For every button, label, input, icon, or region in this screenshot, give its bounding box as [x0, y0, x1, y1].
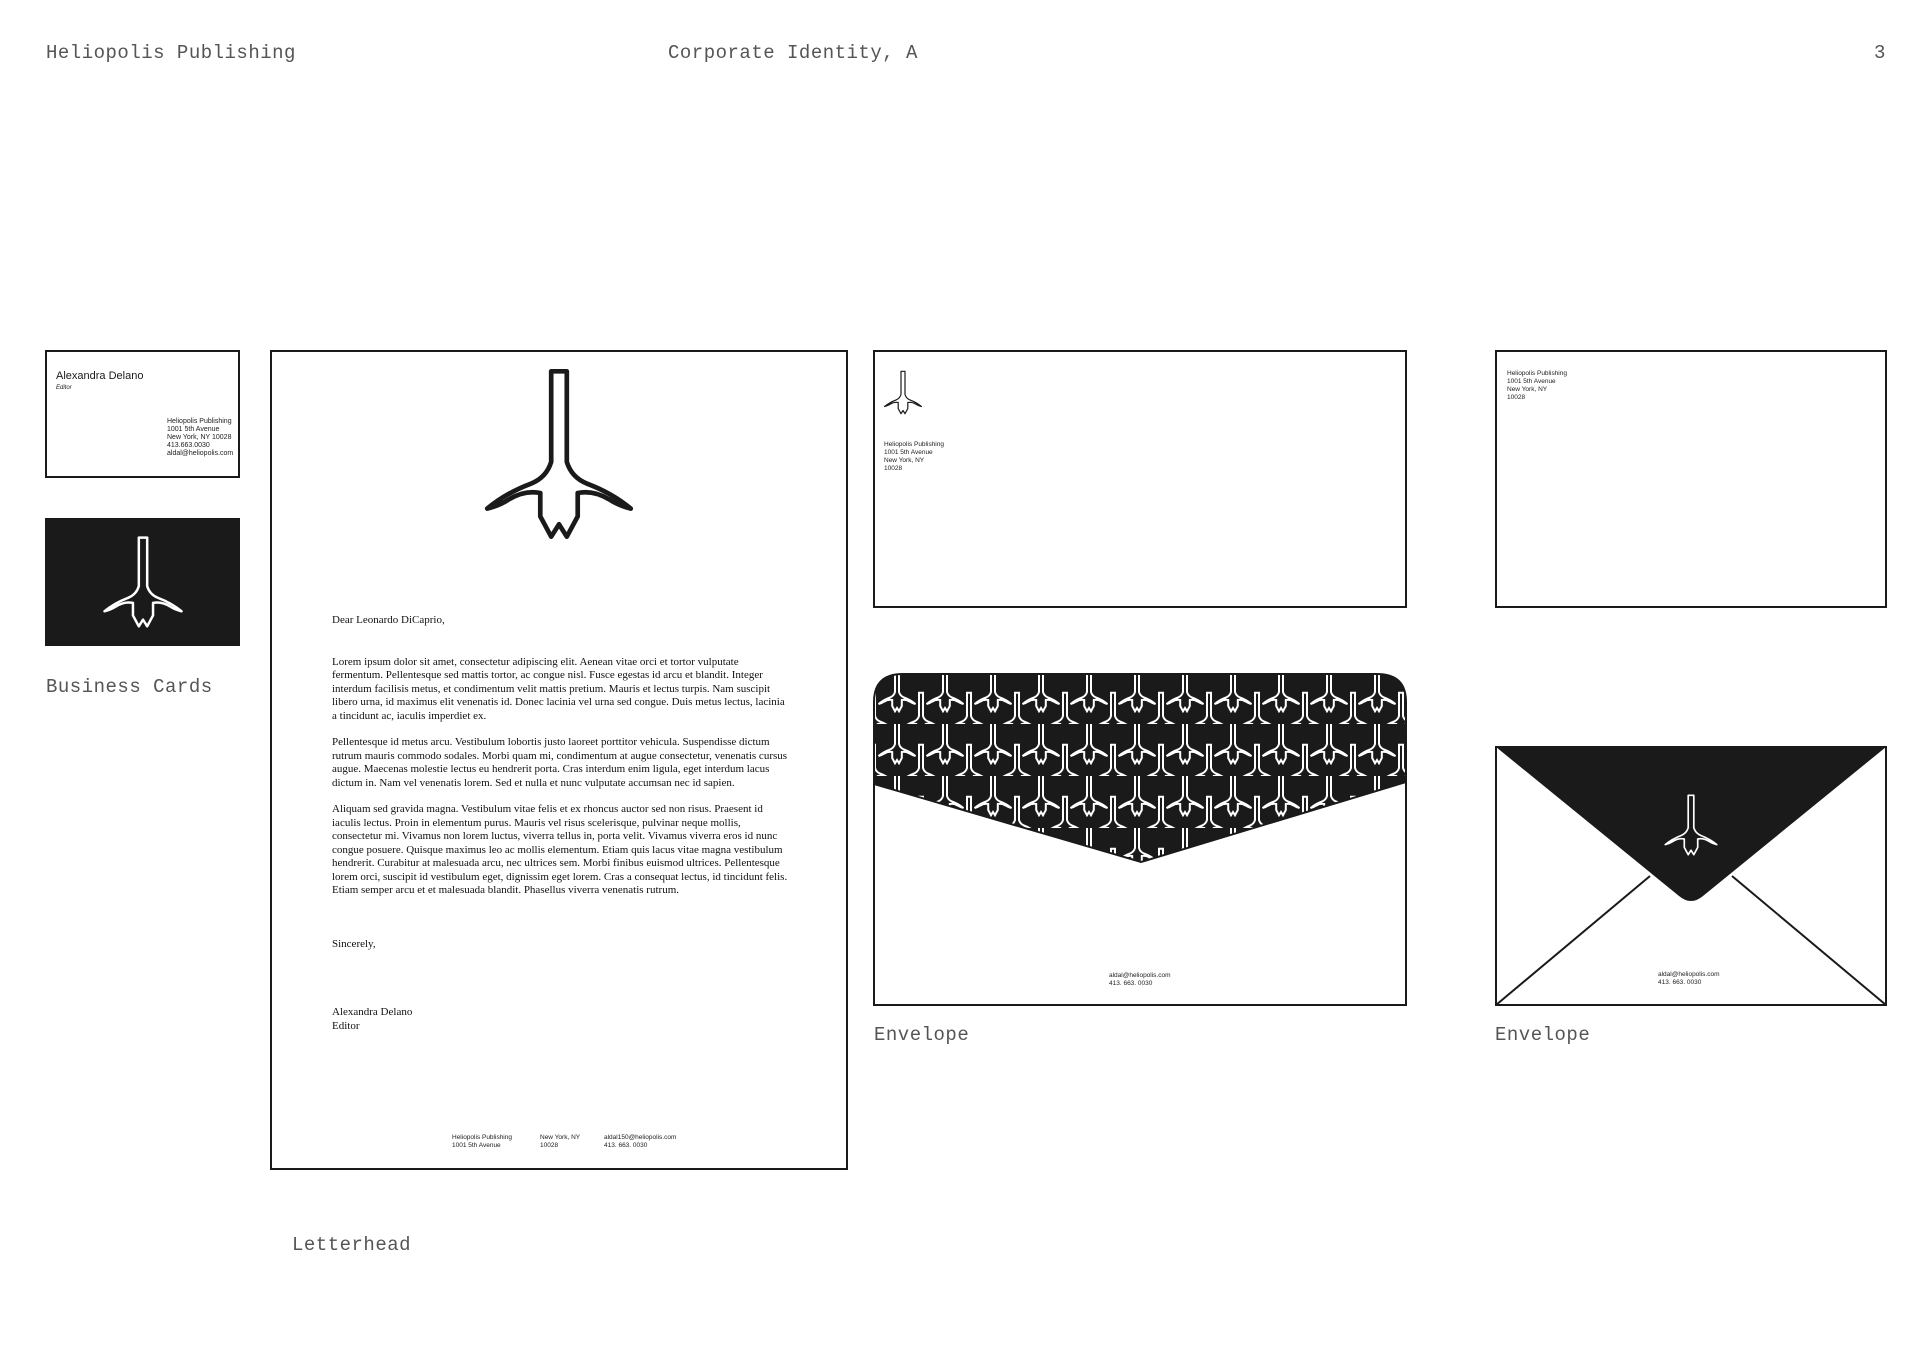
long-envelope-back	[873, 672, 1407, 1006]
footer-line: aldal150@heliopolis.com	[604, 1134, 677, 1141]
card-address-line: New York, NY 10028	[167, 434, 232, 441]
envelope-long-caption: Envelope	[874, 1024, 970, 1046]
footer-line: 1001 5th Avenue	[452, 1142, 501, 1149]
footer-line: 10028	[540, 1142, 559, 1149]
back-contact-line: 413. 663. 0030	[1109, 980, 1153, 987]
trident-root-logo-icon	[481, 368, 637, 540]
letter-body	[332, 614, 792, 1033]
back-contact-line: aldal@heliopolis.com	[1109, 972, 1171, 979]
return-address	[1507, 370, 1567, 402]
letter-paragraph: Pellentesque id metus arcu. Vestibulum lobortis justo laoreet porttitor vehicula. Suspendisse dictum rutrum mauris commodo sodales. Morbi quam mi, condimentum at augue consectetur, venenatis cursus augue. Maecenas molestie lectus eu hendrerit porta. Cras interdum enim ligula, eget interdum lacus dictum in. Nam vel venenatis lorem. Sed et nulla et nunc vulputate accumsan nec id sapien.	[332, 736, 788, 789]
business-card-front	[45, 350, 240, 478]
footer-col-3	[604, 1134, 676, 1150]
brand-name: Heliopolis Publishing	[46, 42, 296, 64]
footer-line: New York, NY	[540, 1134, 581, 1141]
envelope-back-graphic	[873, 672, 1407, 1006]
footer-line: Heliopolis Publishing	[452, 1134, 512, 1141]
back-contact-line: aldal@heliopolis.com	[1658, 971, 1720, 978]
back-contact	[1109, 972, 1171, 988]
footer-col-1	[452, 1134, 512, 1150]
back-contact	[1658, 971, 1720, 987]
letter-paragraph: Lorem ipsum dolor sit amet, consectetur adipiscing elit. Aenean vitae orci et tortor vulputate fermentum. Pellentesque sed mattis tortor, ac congue nisl. Fusce egestas id arcu et blandit. Integer interdum facilisis metus, et condimentum velit mattis pretium. Mauris et lectus turpis. Nam suscipit libero urna, id maximus elit venenatis id. Donec lacinia vel urna sed congue. Duis metus lectus, lacinia a tincidunt ac, iaculis imperdiet ex.	[332, 655, 785, 722]
return-address-line: 1001 5th Avenue	[1507, 378, 1556, 385]
return-address-line: Heliopolis Publishing	[1507, 370, 1567, 377]
return-address-line: New York, NY	[1507, 386, 1548, 393]
card-address	[167, 418, 233, 458]
card-address-line: Heliopolis Publishing	[167, 418, 232, 425]
page-number: 3	[1874, 42, 1886, 64]
return-address-line: New York, NY	[884, 457, 925, 464]
trident-root-logo-icon	[1663, 794, 1719, 856]
letterhead-page	[270, 350, 848, 1170]
salutation: Dear Leonardo DiCaprio,	[332, 614, 445, 626]
return-address-line: Heliopolis Publishing	[884, 441, 944, 448]
card-address-line: 413.663.0030	[167, 442, 210, 449]
back-contact-line: 413. 663. 0030	[1658, 979, 1702, 986]
trident-root-logo-icon	[101, 536, 185, 628]
long-envelope-front	[873, 350, 1407, 608]
footer-col-2	[540, 1134, 580, 1150]
letter-paragraph: Aliquam sed gravida magna. Vestibulum vitae felis et ex rhoncus auctor sed non risus. Praesent id iaculis lectus. Proin in elementum purus. Mauris vel risus scelerisque, pulvinar neque mollis, consectetur mi. Vivamus non lorem luctus, viverra tellus in, porta velit. Vivamus viverra eros id nunc congue posuere. Quisque maximus leo ac mollis elementum. Etiam quis lacus vitae magna vestibulum hendrerit. Curabitur at malesuada arcu, nec ultrices sem. Morbi finibus euismod ultrices. Pellentesque lorem orci, suscipit id vestibulum eget, dignissim eget lorem. Cras a consequat lectus, id tincidunt felis. Etiam semper arcu et et malesuada blandit. Phasellus viverra venenatis rutrum.	[332, 803, 788, 896]
card-address-line: aldal@heliopolis.com	[167, 450, 234, 457]
card-address-line: 1001 5th Avenue	[167, 426, 220, 433]
footer-line: 413. 663. 0030	[604, 1142, 648, 1149]
square-envelope-back	[1495, 746, 1887, 1006]
trident-root-logo-icon	[883, 370, 923, 415]
card-name: Alexandra Delano	[56, 370, 144, 382]
business-card-back	[45, 518, 240, 646]
business-cards-caption: Business Cards	[46, 676, 213, 698]
signature-name: Alexandra Delano	[332, 1006, 413, 1018]
signature-title: Editor	[332, 1019, 360, 1032]
closing: Sincerely,	[332, 937, 376, 950]
return-address-line: 10028	[1507, 394, 1526, 401]
section-title: Corporate Identity, A	[668, 42, 918, 64]
envelope-square-caption: Envelope	[1495, 1024, 1591, 1046]
envelope-back-graphic	[1495, 746, 1887, 1006]
return-address-line: 10028	[884, 465, 903, 472]
letterhead-caption: Letterhead	[292, 1234, 412, 1256]
square-envelope-front	[1495, 350, 1887, 608]
card-title: Editor	[56, 385, 72, 391]
return-address-line: 1001 5th Avenue	[884, 449, 933, 456]
return-address	[884, 441, 944, 473]
